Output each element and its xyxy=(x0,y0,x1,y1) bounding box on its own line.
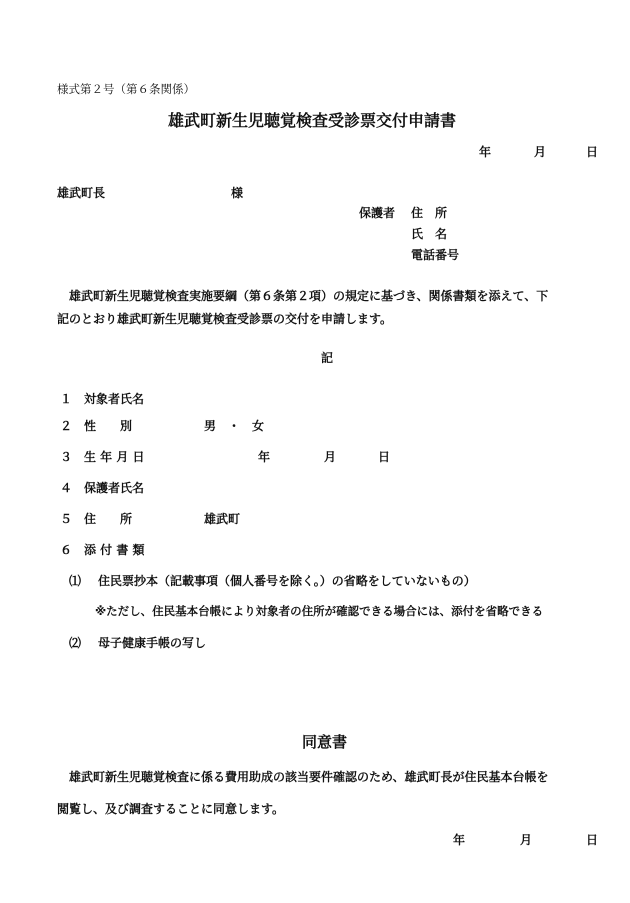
consent-date-month: 月 xyxy=(520,833,533,847)
item6-label: 添 付 書 類 xyxy=(84,543,145,557)
addressee-name: 雄武町長 xyxy=(57,186,106,200)
item6-number: ６ xyxy=(60,543,73,557)
item5-label: 住 所 xyxy=(84,512,133,526)
item3-day: 日 xyxy=(378,450,391,464)
guardian-name-label: 氏 名 xyxy=(411,227,448,241)
item5-number: ５ xyxy=(60,512,73,526)
item5-value: 雄武町 xyxy=(204,512,241,526)
consent-date-year: 年 xyxy=(453,833,466,847)
attachment1-number: ⑴ xyxy=(69,574,82,588)
consent-line2: 閲覧し、及び調査することに同意します。 xyxy=(57,802,285,816)
consent-line1: 雄武町新生児聴覚検査に係る費用助成の該当要件確認のため、雄武町長が住民基本台帳を xyxy=(69,770,549,784)
guardian-phone-label: 電話番号 xyxy=(411,248,460,262)
date-year-label: 年 xyxy=(479,145,492,159)
attachment-note: ※ただし、住民基本台帳により対象者の住所が確認できる場合には、添付を省略できる xyxy=(95,604,544,618)
date-day-label: 日 xyxy=(586,145,599,159)
item2-label: 性 別 xyxy=(84,419,133,433)
item4-label: 保護者氏名 xyxy=(84,481,145,495)
item2-number: ２ xyxy=(60,419,73,433)
item1-number: １ xyxy=(60,392,73,406)
addressee-honorific: 様 xyxy=(231,186,244,200)
item3-label: 生 年 月 日 xyxy=(84,450,145,464)
body-text-line2: 記のとおり雄武町新生児聴覚検査受診票の交付を申請します。 xyxy=(57,312,393,326)
ki-label: 記 xyxy=(321,351,334,365)
item2-value: 男 ・ 女 xyxy=(204,419,265,433)
attachment2-number: ⑵ xyxy=(69,636,82,650)
consent-title: 同意書 xyxy=(302,733,348,751)
attachment1-text: 住民票抄本（記載事項（個人番号を除く。）の省略をしていないもの） xyxy=(98,574,476,588)
item3-month: 月 xyxy=(324,450,337,464)
date-month-label: 月 xyxy=(534,145,547,159)
document-title: 雄武町新生児聴覚検査受診票交付申請書 xyxy=(168,111,457,130)
consent-date-day: 日 xyxy=(586,833,599,847)
attachment2-text: 母子健康手帳の写し xyxy=(98,636,207,650)
body-text-line1: 雄武町新生児聴覚検査実施要綱（第６条第２項）の規定に基づき、関係書類を添えて、下 xyxy=(69,289,549,303)
item3-number: ３ xyxy=(60,450,73,464)
item3-year: 年 xyxy=(258,450,271,464)
form-number: 様式第２号（第６条関係） xyxy=(57,82,195,96)
guardian-address-label: 住 所 xyxy=(411,206,448,220)
item1-label: 対象者氏名 xyxy=(84,392,145,406)
guardian-label: 保護者 xyxy=(359,206,396,220)
item4-number: ４ xyxy=(60,481,73,495)
